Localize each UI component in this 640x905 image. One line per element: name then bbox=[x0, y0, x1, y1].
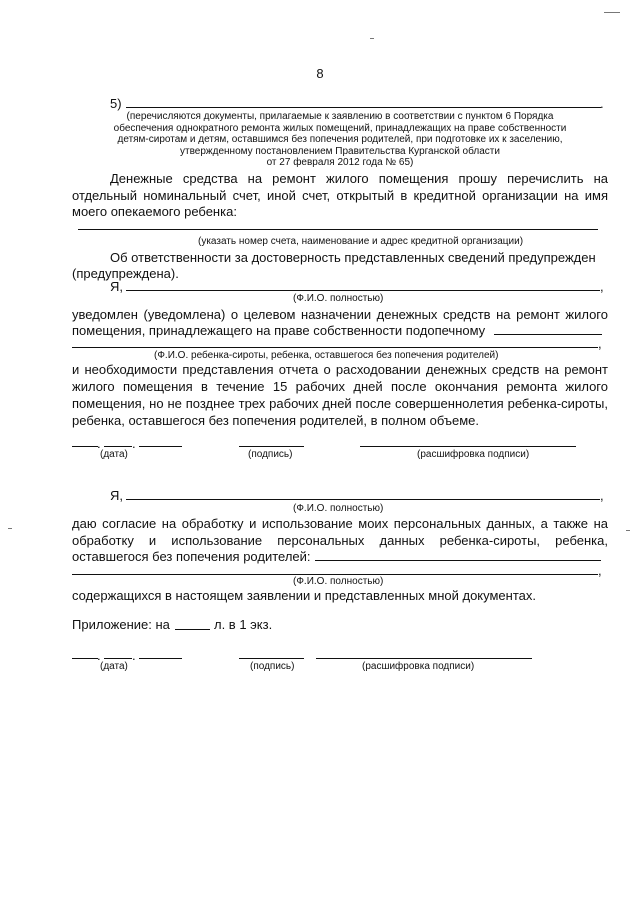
consent-fio-caption: (Ф.И.О. полностью) bbox=[293, 503, 384, 514]
notified-line-1: уведомлен (уведомлена) о целевом назначении денежных средств на ремонт жилого bbox=[72, 307, 608, 322]
responsibility-line-2: (предупреждена). bbox=[72, 266, 179, 281]
scan-mark bbox=[370, 38, 374, 39]
consent-child-field-2[interactable] bbox=[72, 574, 598, 575]
child-caption: (Ф.И.О. ребенка-сироты, ребенка, оставшегося без попечения родителей) bbox=[154, 350, 499, 361]
date-dot: . bbox=[97, 436, 101, 451]
item5-note bbox=[70, 111, 610, 169]
date-year-field[interactable] bbox=[139, 446, 182, 447]
consent-child-comma: , bbox=[598, 563, 602, 578]
date-month-field[interactable] bbox=[104, 446, 132, 447]
signature-caption: (подпись) bbox=[248, 449, 293, 460]
account-caption: (указать номер счета, наименование и адрес кредитной организации) bbox=[198, 236, 524, 247]
item5-documents-field[interactable] bbox=[126, 107, 601, 108]
notified-line-2: помещения, принадлежащего на праве собственности подопечному bbox=[72, 323, 486, 338]
signature-decode-caption: (расшифровка подписи) bbox=[417, 449, 530, 460]
scan-mark bbox=[604, 12, 620, 13]
item5-label: 5) bbox=[110, 96, 122, 111]
date-caption: (дата) bbox=[100, 661, 128, 672]
date-dot: . bbox=[132, 436, 136, 451]
signature-decode-field[interactable] bbox=[316, 658, 532, 659]
funds-request-line-1: Денежные средства на ремонт жилого помещения прошу перечислить на bbox=[110, 171, 608, 186]
attachment-pages-field[interactable] bbox=[175, 629, 210, 630]
report-line-1: и необходимости представления отчета о расходовании денежных средств на ремонт bbox=[72, 362, 608, 377]
page-number: 8 bbox=[316, 66, 324, 81]
date-dot: . bbox=[132, 648, 136, 663]
ya-label: Я, bbox=[110, 279, 123, 294]
date-month-field[interactable] bbox=[104, 658, 132, 659]
consent-fio-caption-2: (Ф.И.О. полностью) bbox=[293, 576, 384, 587]
item5-end-punct: . bbox=[600, 96, 604, 111]
consent-comma: , bbox=[600, 488, 604, 503]
report-line-4: ребенка, оставшегося без попечения родителей, в полном объеме. bbox=[72, 413, 479, 428]
fio-comma: , bbox=[600, 279, 604, 294]
consent-fio-field[interactable] bbox=[126, 499, 600, 500]
child-name-field[interactable] bbox=[72, 347, 598, 348]
consent-line-2: обработку и использование персональных данных ребенка-сироты, ребенка, bbox=[72, 533, 608, 548]
date-day-field[interactable] bbox=[72, 658, 98, 659]
consent-child-field[interactable] bbox=[315, 560, 601, 561]
responsibility-line-1: Об ответственности за достоверность представленных сведений предупрежден bbox=[110, 250, 596, 265]
scan-mark bbox=[8, 528, 12, 529]
ward-field[interactable] bbox=[494, 334, 602, 335]
item5-note-line: (перечисляются документы, прилагаемые к заявлению в соответствии с пунктом 6 Порядка bbox=[126, 111, 554, 122]
consent-contained: содержащихся в настоящем заявлении и представленных мной документах. bbox=[72, 588, 536, 603]
child-comma: , bbox=[598, 336, 602, 351]
date-day-field[interactable] bbox=[72, 446, 98, 447]
fio-field[interactable] bbox=[126, 290, 600, 291]
scan-mark bbox=[626, 530, 630, 531]
consent-line-1: даю согласие на обработку и использование моих персональных данных, а также на bbox=[72, 516, 608, 531]
signature-caption: (подпись) bbox=[250, 661, 295, 672]
report-line-2: жилого помещения в течение 15 рабочих дней после окончания ремонта жилого bbox=[72, 379, 608, 394]
funds-request-line-3: моего опекаемого ребенка: bbox=[72, 204, 237, 219]
date-caption: (дата) bbox=[100, 449, 128, 460]
item5-note-line: обеспечения однократного ремонта жилых помещений, принадлежащих на праве собственности bbox=[113, 122, 567, 134]
attachment-prefix: Приложение: на bbox=[72, 617, 170, 632]
signature-decode-caption: (расшифровка подписи) bbox=[362, 661, 475, 672]
item5-note-line: от 27 февраля 2012 года № 65) bbox=[266, 157, 414, 168]
consent-ya-label: Я, bbox=[110, 488, 123, 503]
signature-decode-field[interactable] bbox=[360, 446, 576, 447]
fio-caption: (Ф.И.О. полностью) bbox=[293, 293, 384, 304]
signature-field[interactable] bbox=[239, 658, 304, 659]
signature-field[interactable] bbox=[239, 446, 304, 447]
date-year-field[interactable] bbox=[139, 658, 182, 659]
item5-note-line: детям-сиротам и детям, оставшимся без попечения родителей, при подготовке их к заселению, bbox=[117, 134, 563, 145]
report-line-3: помещения, но не позднее трех рабочих дней после совершеннолетия ребенка-сироты, bbox=[72, 396, 608, 411]
funds-request-line-2: отдельный номинальный счет, иной счет, открытый в кредитной организации на имя bbox=[72, 188, 608, 203]
account-field[interactable] bbox=[78, 229, 598, 230]
attachment-suffix: л. в 1 экз. bbox=[214, 617, 273, 632]
date-dot: . bbox=[97, 648, 101, 663]
item5-note-line: утвержденному постановлением Правительства Курганской области bbox=[180, 145, 500, 157]
consent-line-3: оставшегося без попечения родителей: bbox=[72, 549, 311, 564]
